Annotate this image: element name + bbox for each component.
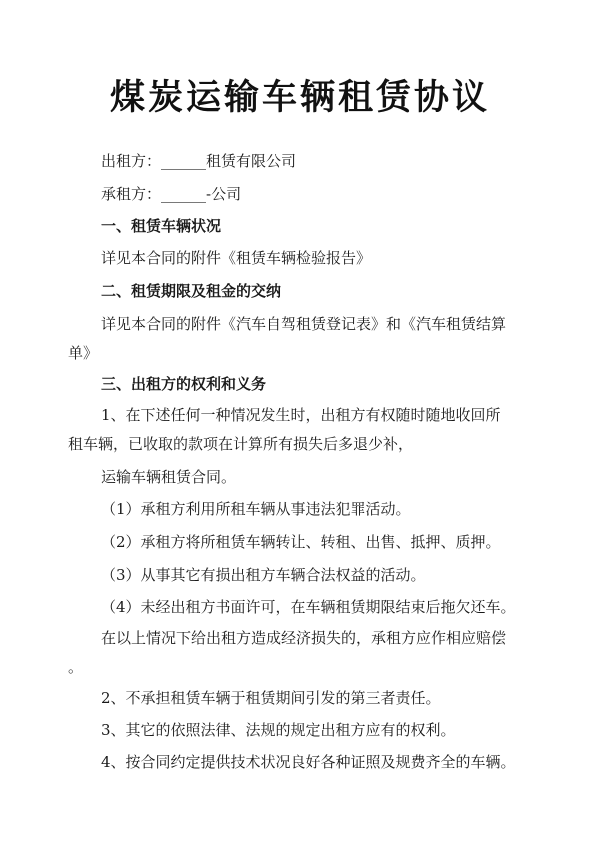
section-3-heading: 三、出租方的权利和义务 xyxy=(101,375,267,393)
section-1-body: 详见本合同的附件《租赁车辆检验报告》 xyxy=(101,249,372,267)
sub-item-2: （2）承租方将所租赁车辆转让、转租、出售、抵押、质押。 xyxy=(101,533,501,551)
section-3-item-1-line-2: 租车辆，已收取的款项在计算所有损失后多退少补， xyxy=(68,435,414,453)
section-2-body-line-2: 单》 xyxy=(68,344,99,362)
section-2-heading: 二、租赁期限及租金的交纳 xyxy=(101,282,282,300)
sub-item-3: （3）从事其它有损出租方车辆合法权益的活动。 xyxy=(101,566,426,584)
loss-clause-line-1: 在以上情况下给出租方造成经济损失的，承租方应作相应赔偿 xyxy=(101,629,507,647)
section-2-body-line-1: 详见本合同的附件《汽车自驾租赁登记表》和《汽车租赁结算 xyxy=(101,315,507,333)
section-3-item-3: 3、其它的依照法律、法规的规定出租方应有的权利。 xyxy=(101,721,456,739)
section-3-item-2: 2、不承担租赁车辆于租赁期间引发的第三者责任。 xyxy=(101,689,441,707)
sub-item-1: （1）承租方利用所租车辆从事违法犯罪活动。 xyxy=(101,500,411,518)
section-3-item-1-line-1: 1、在下述任何一种情况发生时，出租方有权随时随地收回所 xyxy=(101,406,501,424)
lessor-line: 出租方：______租赁有限公司 xyxy=(101,152,297,170)
sub-item-4: （4）未经出租方书面许可，在车辆租赁期限结束后拖欠还车。 xyxy=(101,598,516,616)
section-1-heading: 一、租赁车辆状况 xyxy=(101,217,222,235)
document-title: 煤炭运输车辆租赁协议 xyxy=(109,78,490,118)
section-3-item-1-line-3: 运输车辆租赁合同。 xyxy=(101,468,237,486)
section-3-item-4: 4、按合同约定提供技术状况良好各种证照及规费齐全的车辆。 xyxy=(101,753,516,771)
lessee-line: 承租方：______-公司 xyxy=(101,185,242,203)
loss-clause-line-2: 。 xyxy=(68,658,84,676)
